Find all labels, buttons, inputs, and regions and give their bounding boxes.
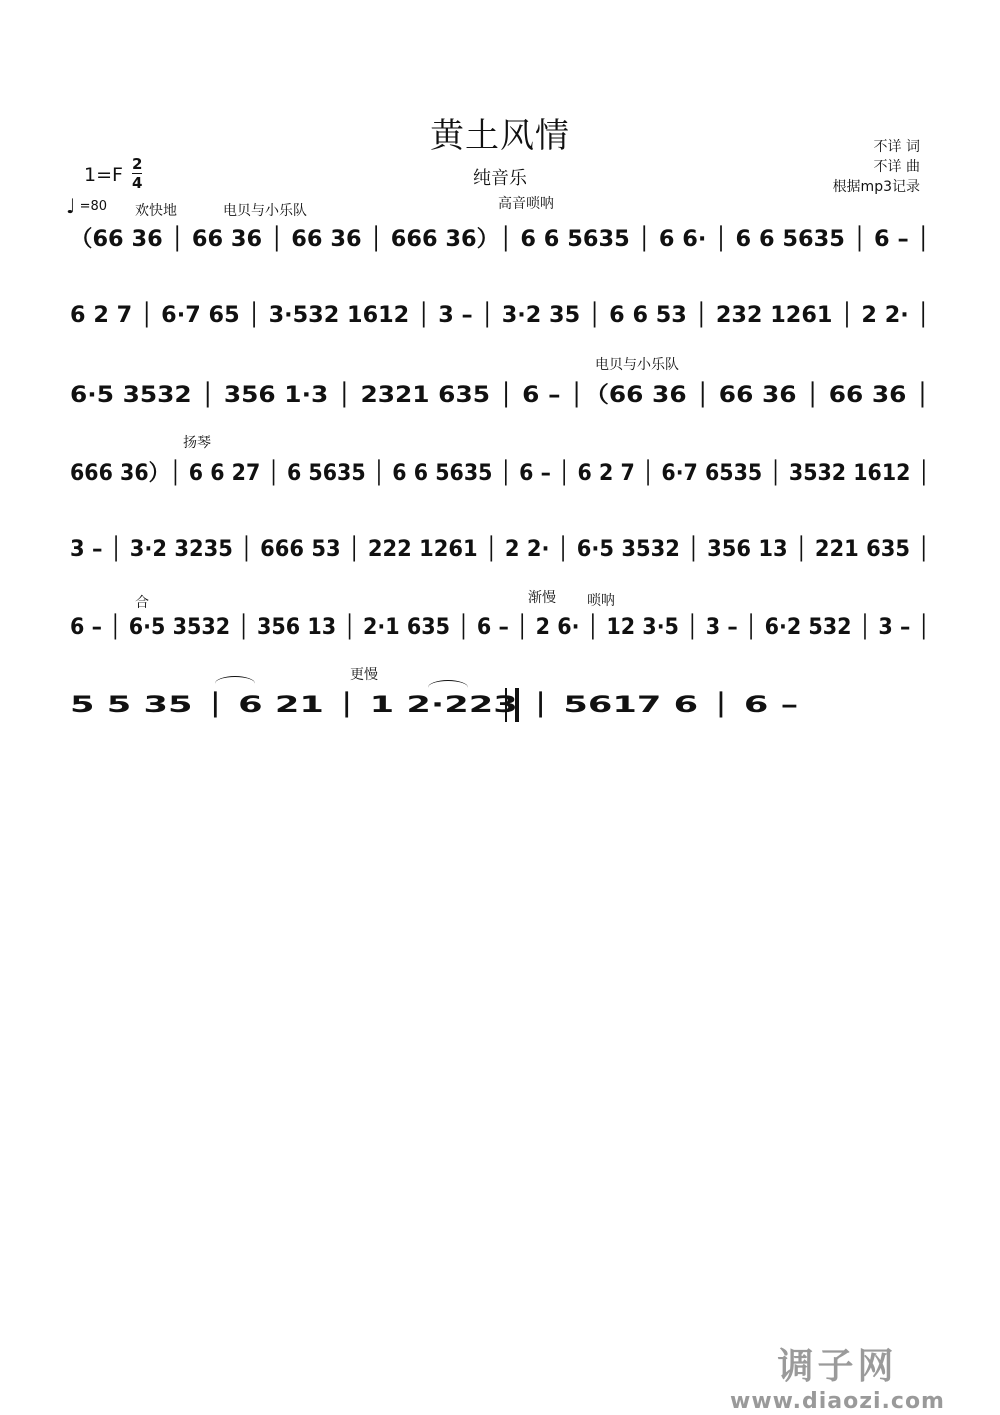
time-signature-top: 2 xyxy=(132,155,143,173)
annotation-tempo-change: 更慢 xyxy=(350,667,378,683)
score-line-text: 666 36）│ 6 6 27 │ 6 5635 │ 6 6 5635 │ 6 – │ 6 2 7 │ 6·7 6535 │ 3532 1612 │ xyxy=(70,460,930,486)
score-line-text: 5 5 35 │ 6 21 │ 1 2·223 │ 5617 6 │ 6 – xyxy=(70,692,799,718)
annotation-instrument: 唢呐 xyxy=(587,593,615,609)
lyricist-credit: 不详 词 xyxy=(873,139,920,155)
annotation-tempo-change: 渐慢 xyxy=(528,590,556,606)
watermark-logo-text: 调子网 xyxy=(777,1346,898,1387)
time-signature-bottom: 4 xyxy=(132,174,143,192)
score-line xyxy=(70,690,930,720)
score-line-text: 6 2 7 │ 6·7 65 │ 3·532 1612 │ 3 – │ 3·2 35 │ 6 6 53 │ 232 1261 │ 2 2· │ xyxy=(70,302,930,328)
credits xyxy=(833,137,920,197)
score-line-text: （66 36 │ 66 36 │ 66 36 │ 666 36）│ 6 6 5635 │ 6 6· │ 6 6 5635 │ 6 – │ xyxy=(70,226,930,252)
page-subtitle: 纯音乐 xyxy=(473,168,527,189)
annotation-instrument: 高音唢呐 xyxy=(498,196,554,212)
page-title: 黄土风情 xyxy=(430,116,570,156)
time-signature xyxy=(132,155,142,192)
score-line xyxy=(70,378,930,408)
score-line xyxy=(70,222,930,252)
annotation-expression: 欢快地 xyxy=(135,203,177,219)
slur-mark xyxy=(428,680,468,695)
score-line xyxy=(70,300,930,330)
composer-credit: 不详 曲 xyxy=(873,159,920,175)
quarter-note-icon: ♩ xyxy=(66,194,76,218)
final-barline xyxy=(505,688,519,722)
annotation-instrument: 电贝与小乐队 xyxy=(595,357,679,373)
slur-mark xyxy=(215,676,255,691)
annotation-instrument: 电贝与小乐队 xyxy=(223,203,307,219)
source-credit: 根据mp3记录 xyxy=(832,179,920,195)
annotation-instrument: 扬琴 xyxy=(183,435,211,451)
watermark xyxy=(730,1338,945,1414)
key-signature: 1=F xyxy=(84,164,123,186)
score-line-text: 6·5 3532 │ 356 1·3 │ 2321 635 │ 6 – │（66 36 │ 66 36 │ 66 36 │ xyxy=(70,382,930,408)
score-line xyxy=(70,534,930,564)
score-line-text: 3 – │ 3·2 3235 │ 666 53 │ 222 1261 │ 2 2· │ 6·5 3532 │ 356 13 │ 221 635 │ xyxy=(70,536,930,562)
score-line-text: 6 – │ 6·5 3532 │ 356 13 │ 2·1 635 │ 6 – │ 2 6· │ 12 3·5 │ 3 – │ 6·2 532 │ 3 – │ xyxy=(70,614,930,640)
tempo-marking xyxy=(66,194,107,218)
watermark-url: www.diaozi.com xyxy=(730,1389,945,1414)
tempo-bpm: =80 xyxy=(79,199,108,214)
score-line xyxy=(70,612,930,642)
score-line xyxy=(70,456,930,486)
annotation-ensemble: 合 xyxy=(135,595,149,611)
